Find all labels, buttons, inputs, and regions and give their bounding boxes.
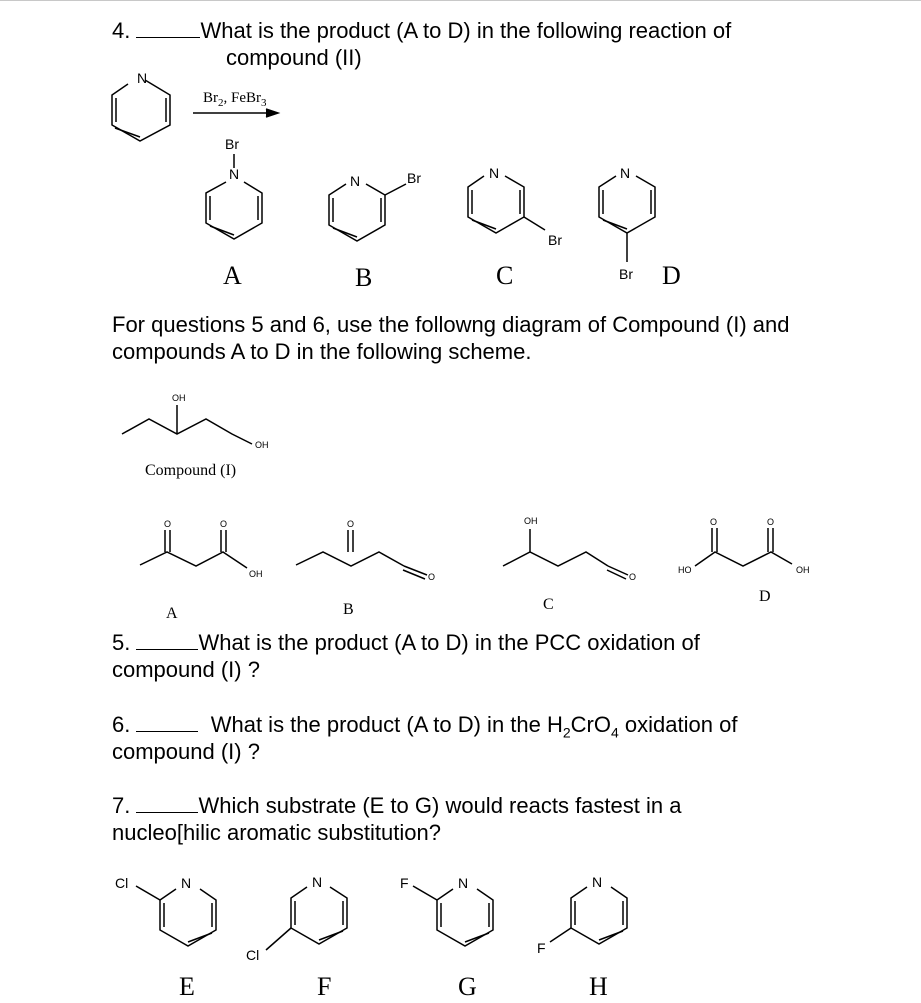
q7-option-f-label: F bbox=[317, 972, 332, 1001]
intro-line1: For questions 5 and 6, use the followng diagram of Compound (I) and bbox=[112, 312, 790, 337]
q4-option-d-label: D bbox=[662, 261, 681, 290]
scheme-d-ho: HO bbox=[678, 565, 692, 575]
q7-option-f-structure bbox=[266, 887, 347, 950]
q5-number: 5. bbox=[112, 630, 131, 655]
q4-reagent: $Br_2$, FeBr$_3$ bbox=[203, 90, 267, 109]
q7-option-e-structure bbox=[136, 886, 216, 946]
scheme-c-label: C bbox=[543, 596, 554, 613]
q6-text-pre: What is the product (A to D) in the H bbox=[210, 712, 563, 737]
q7-answer-blank[interactable] bbox=[136, 793, 198, 813]
q6-text-line2: compound (I) ? bbox=[112, 739, 260, 764]
q7-text-line1: Which substrate (E to G) would reacts fastest in a bbox=[198, 793, 682, 818]
scheme-d-structure bbox=[695, 528, 792, 566]
q4-reactant-pyridine bbox=[112, 80, 170, 141]
q4-option-b-label: B bbox=[355, 263, 373, 292]
q7-option-f-n-atom: N bbox=[312, 874, 323, 890]
scheme-b-o-aldehyde: O bbox=[428, 572, 436, 582]
q7-option-g-label: G bbox=[458, 972, 477, 1001]
scheme-b-structure bbox=[296, 530, 427, 579]
q7-option-h-f-atom: F bbox=[537, 940, 546, 956]
scheme-d-label: D bbox=[759, 588, 771, 605]
scheme-c-structure bbox=[503, 529, 628, 579]
q4-option-a-br-atom: Br bbox=[225, 136, 239, 152]
compound-i-label: Compound (I) bbox=[145, 462, 237, 479]
q7-option-h-n-atom: N bbox=[592, 874, 603, 890]
q7-option-g-structure bbox=[413, 886, 493, 946]
q5-answer-blank[interactable] bbox=[136, 630, 198, 650]
scheme-d-o-left: O bbox=[710, 517, 718, 527]
scheme-c-oh: OH bbox=[524, 516, 538, 526]
q4-option-a-label: A bbox=[223, 261, 242, 290]
scheme-a-structure bbox=[140, 530, 247, 568]
q7-option-f-cl-atom: Cl bbox=[246, 947, 260, 963]
q4-option-d-structure bbox=[599, 176, 655, 262]
q4-option-c-n-atom: N bbox=[489, 165, 500, 181]
q7-option-e-cl-atom: Cl bbox=[115, 875, 129, 891]
q7-option-h-structure bbox=[550, 887, 627, 944]
intro-line2: compounds A to D in the following scheme. bbox=[112, 339, 532, 364]
q4-option-b-br-atom: Br bbox=[407, 170, 421, 186]
compound-i-oh-top: OH bbox=[172, 393, 186, 403]
q7-text-line2: nucleo[hilic aromatic substitution? bbox=[112, 820, 441, 845]
q4-option-c-br-atom: Br bbox=[548, 232, 562, 248]
q7-number: 7. bbox=[112, 793, 131, 818]
q5-text-line2: compound (I) ? bbox=[112, 657, 260, 682]
q4-text-line1: What is the product (A to D) in the following reaction of bbox=[200, 18, 732, 43]
q5-text-line1: What is the product (A to D) in the PCC oxidation of bbox=[198, 630, 700, 655]
q6-text-post: oxidation of bbox=[618, 712, 738, 737]
q7-option-g-f-atom: F bbox=[400, 875, 409, 891]
q4-option-a-n-atom: N bbox=[229, 166, 240, 182]
q6-text-mid: CrO bbox=[570, 712, 611, 737]
q7-option-g-n-atom: N bbox=[458, 875, 469, 891]
scheme-b-label: B bbox=[343, 601, 354, 618]
q6-sub1: 2 bbox=[562, 724, 571, 741]
q7-option-e-n-atom: N bbox=[181, 875, 192, 891]
scheme-a-oh: OH bbox=[249, 569, 263, 579]
q4-option-b-n-atom: N bbox=[350, 173, 361, 189]
q4-reactant-n-atom: N bbox=[137, 70, 148, 86]
q6-sub2: 4 bbox=[611, 724, 619, 741]
q7-option-h-label: H bbox=[589, 972, 608, 1001]
q4-option-c-structure bbox=[468, 176, 545, 233]
q4-reaction-arrow bbox=[193, 109, 278, 117]
compound-i-oh-end: OH bbox=[255, 440, 269, 450]
scheme-a-o-right: O bbox=[220, 519, 228, 529]
compound-i-structure bbox=[122, 405, 252, 444]
scheme-d-o-right: O bbox=[767, 517, 775, 527]
q4-option-c-label: C bbox=[496, 261, 514, 290]
q6-answer-blank[interactable] bbox=[136, 712, 198, 732]
scheme-a-label: A bbox=[166, 605, 178, 622]
scheme-b-o-ketone: O bbox=[347, 519, 355, 529]
q4-option-b-structure bbox=[329, 184, 406, 241]
q6-number: 6. bbox=[112, 712, 131, 737]
q4-number: 4. bbox=[112, 18, 131, 43]
q4-option-d-n-atom: N bbox=[620, 165, 631, 181]
scheme-c-o-aldehyde: O bbox=[629, 572, 637, 582]
scheme-a-o-left: O bbox=[164, 519, 172, 529]
scheme-d-oh: OH bbox=[796, 565, 810, 575]
q5-line1 bbox=[112, 629, 700, 656]
q7-option-e-label: E bbox=[179, 972, 195, 1001]
q4-text-line2: compound (II) bbox=[226, 45, 362, 70]
q7-line1 bbox=[112, 792, 681, 819]
q4-option-d-br-atom: Br bbox=[619, 266, 633, 282]
